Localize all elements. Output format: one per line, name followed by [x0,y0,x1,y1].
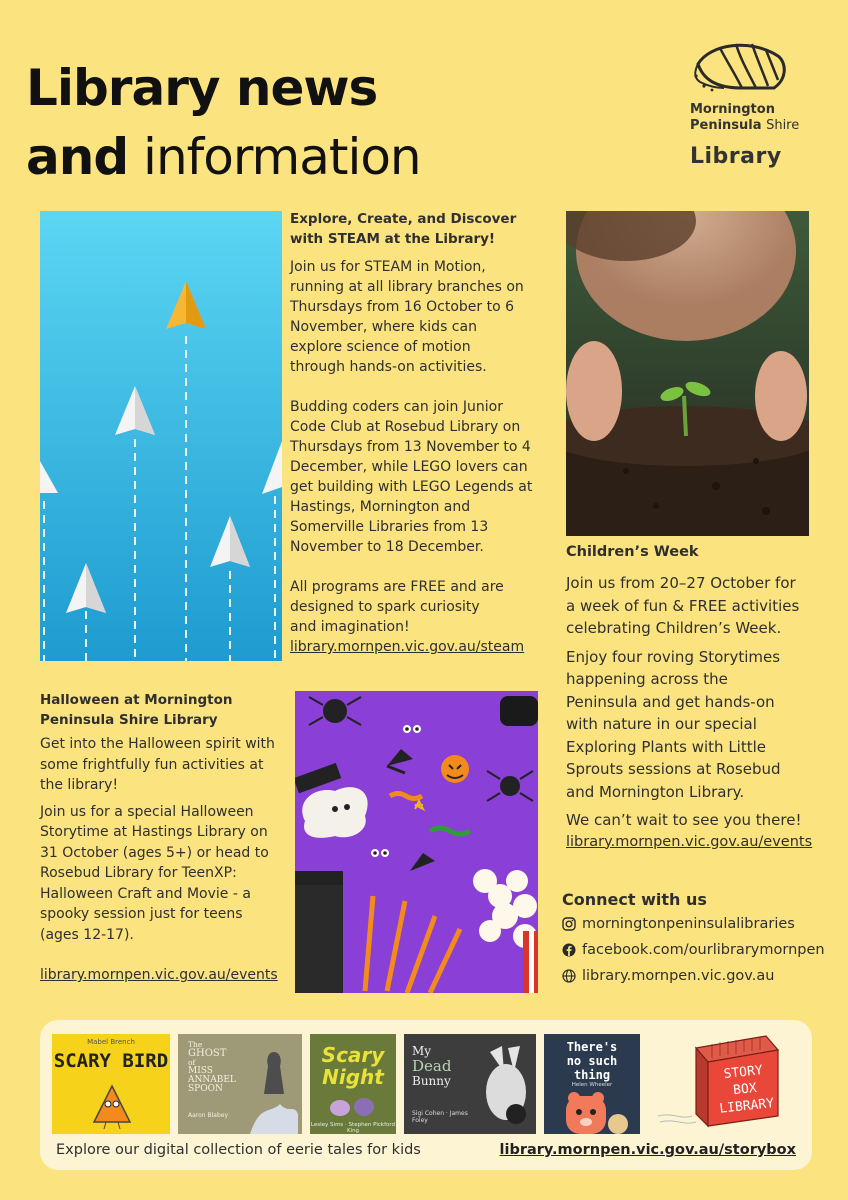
steam-link[interactable]: library.mornpen.vic.gov.au/steam [290,639,525,655]
halloween-paragraph-1: Get into the Halloween spirit with some frightfully fun activities at the library! [40,736,275,793]
halloween-flatlay-image [295,691,538,993]
logo-library-word: Library [690,144,782,169]
bird-illustration [88,1082,136,1130]
facebook-icon [562,943,576,957]
childrens-week-heading: Children’s Week [566,544,699,560]
halloween-section [40,690,290,985]
halloween-paragraph-2: Join us for a special Halloween Storytime at Hastings Library on 31 October (ages 5+) or head to Rosebud Library for TeenXP: Halloween Craft and Movie - a spooky session just for teens (ages 12-17). [40,803,269,943]
book-cover-ghost-miss-annabel-spoon[interactable]: The GHOST of MISS ANNABEL SPOON Aaron Blabey [178,1034,302,1134]
facebook-row[interactable] [562,940,832,960]
book-cover-my-dead-bunny[interactable]: My Dead Bunny Sigi Cohen · James Foley [404,1034,536,1134]
globe-icon [562,969,576,983]
seedling-image [566,211,809,536]
instagram-row[interactable] [562,914,832,934]
org-name: Mornington Peninsula Shire [690,102,800,133]
website-url: library.mornpen.vic.gov.au [582,968,775,984]
storybox-link[interactable]: library.mornpen.vic.gov.au/storybox [499,1142,796,1158]
childrens-week-paragraph-3: We can’t wait to see you there! [566,811,802,829]
library-logo [690,38,810,169]
bear-illustration [552,1088,632,1134]
steam-section [290,209,545,657]
halloween-link[interactable]: library.mornpen.vic.gov.au/events [40,967,278,983]
connect-heading: Connect with us [562,890,707,909]
book-cover-theres-no-such-thing[interactable]: There's no such thing Helen Wheeler [544,1034,640,1134]
steam-heading: Explore, Create, and Discover with STEAM at the Library! [290,211,517,247]
paper-planes-image [40,211,282,661]
page-title [26,54,421,192]
storybox-panel [40,1020,812,1170]
childrens-week-paragraph-1: Join us from 20–27 October for a week of fun & FREE activities celebrating Children’s Week. [566,574,800,637]
steam-paragraph-1: Join us for STEAM in Motion, running at all library branches on Thursdays from 16 October to 6 November, where kids can explore science of motion through hands-on activities. [290,259,524,375]
childrens-week-link[interactable]: library.mornpen.vic.gov.au/events [566,833,813,850]
title-line-1: Library news [26,59,378,117]
website-row[interactable] [562,966,832,986]
halloween-heading: Halloween at Mornington Peninsula Shire Library [40,692,233,728]
storybox-caption: Explore our digital collection of eerie tales for kids [56,1142,421,1158]
childrens-week-section [566,542,826,852]
childrens-week-paragraph-2: Enjoy four roving Storytimes happening across the Peninsula and get hands-on with nature in our special Exploring Plants with Little Sprouts sessions at Rosebud and Mornington Library. [566,647,781,801]
book-cover-scary-night[interactable]: Scary Night Lesley Sims · Stephen Pickford King [310,1034,396,1134]
title-line-2: and information [26,128,421,186]
ghost-figure-illustration [250,1044,298,1134]
shell-icon [690,38,790,98]
connect-section [562,890,832,986]
steam-paragraph-3: All programs are FREE and are designed to spark curiosity and imagination! [290,579,504,635]
steam-paragraph-2: Budding coders can join Junior Code Club at Rosebud Library on Thursdays from 13 November to 4 December, while LEGO lovers can get building with LEGO Legends at Hastings, Mornington and Somerville Libraries from 13 November to 18 December. [290,399,533,555]
instagram-handle: morningtonpeninsulalibraries [582,916,795,932]
bunny-ghost-illustration [480,1042,532,1130]
night-critters-illustration [326,1092,380,1118]
facebook-url: facebook.com/ourlibrarymornpen [582,942,825,958]
story-box-library-logo[interactable] [652,1030,792,1134]
book-cover-scary-bird[interactable]: Mabel Brench SCARY BIRD [52,1034,170,1134]
instagram-icon [562,917,576,931]
story-box-library-text: STORY BOX LIBRARY [718,1063,775,1117]
